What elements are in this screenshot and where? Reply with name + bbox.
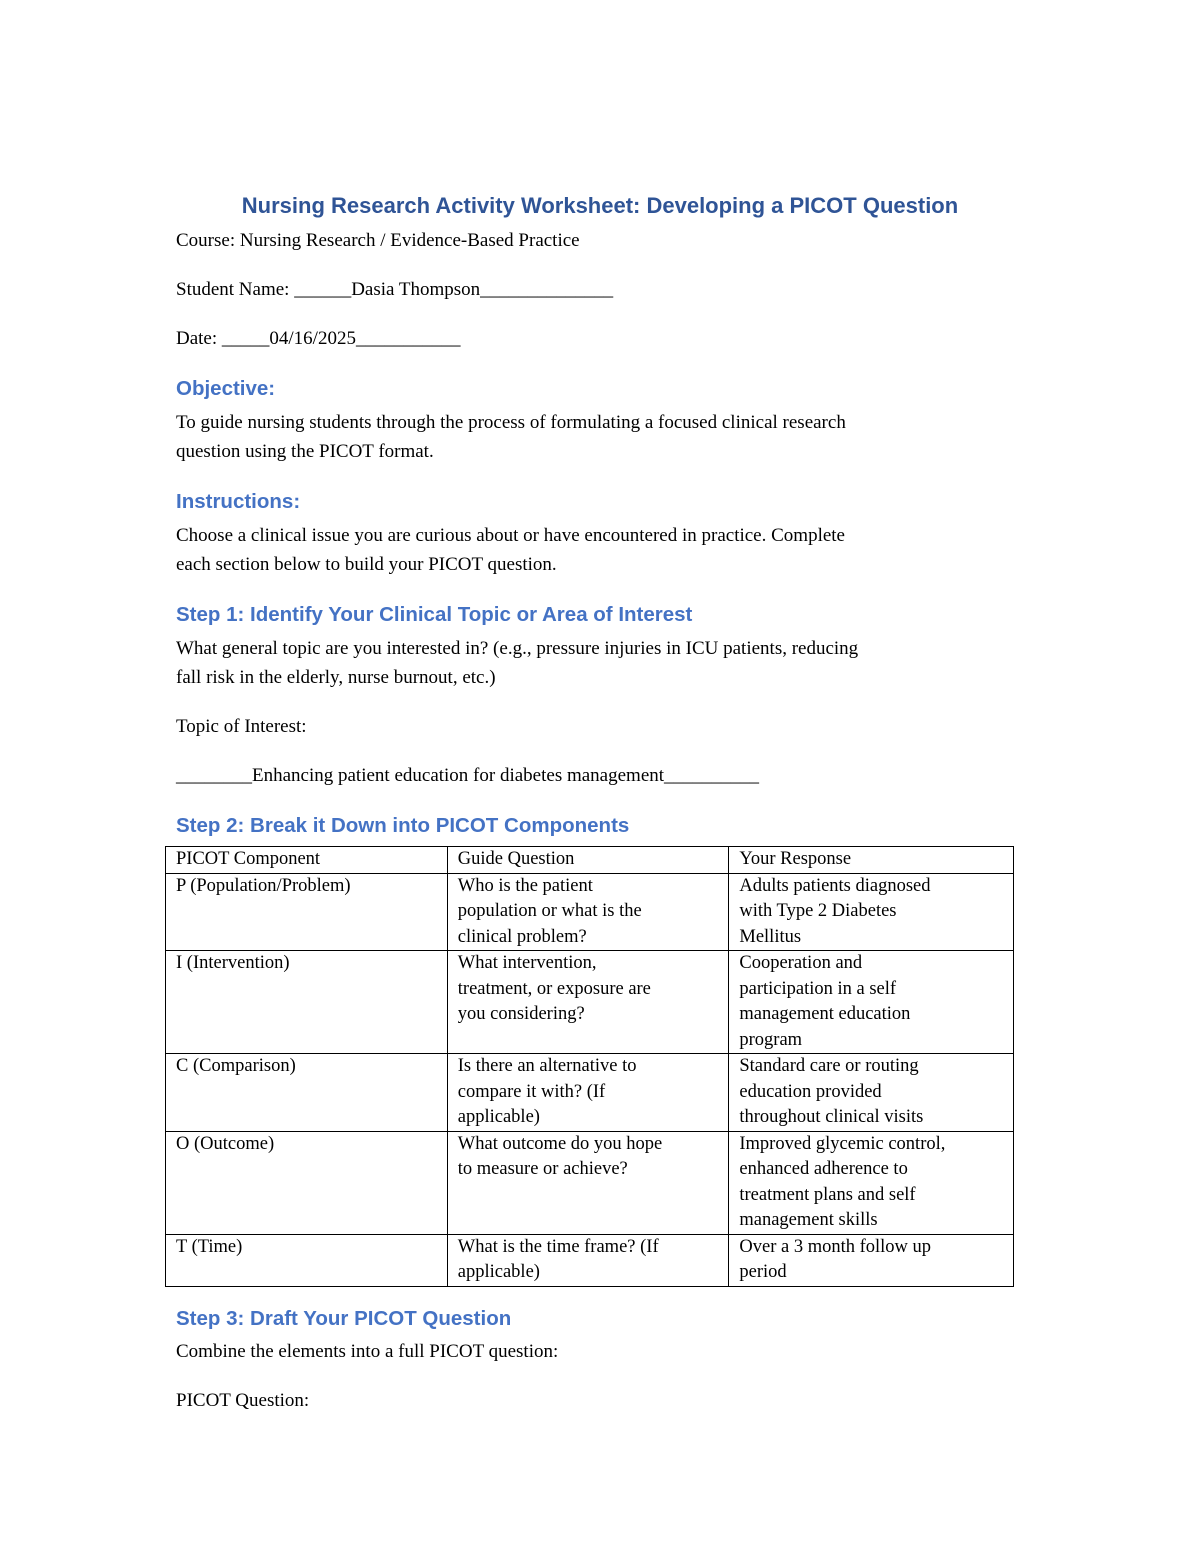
page-title: Nursing Research Activity Worksheet: Developing a PICOT Question [241, 193, 959, 218]
objective-line-2: question using the PICOT format. [176, 441, 434, 462]
table-row [166, 1054, 1014, 1132]
cell-line: compare it with? (If [457, 1081, 606, 1102]
cell-line: period [739, 1262, 787, 1282]
component-cell: T (Time) [166, 1234, 448, 1286]
cell-line: applicable) [457, 1107, 540, 1127]
cell-line: throughout clinical visits [739, 1107, 924, 1127]
table-row [166, 1234, 1014, 1286]
instructions-heading: Instructions: [176, 490, 301, 513]
cell-line: treatment plans and self [739, 1184, 916, 1205]
guide-question-cell [447, 1054, 729, 1132]
guide-question-cell [447, 873, 729, 951]
component-cell: O (Outcome) [166, 1131, 448, 1234]
cell-line: clinical problem? [457, 926, 587, 947]
cell-line: Who is the patient [457, 875, 593, 896]
cell-line: Standard care or routing [739, 1056, 919, 1076]
cell-line: management education [739, 1004, 911, 1024]
cell-line: Improved glycemic control, [739, 1133, 946, 1154]
course-line: Course: Nursing Research / Evidence-Based Practice [176, 230, 580, 251]
cell-line: applicable) [457, 1262, 540, 1282]
topic-label: Topic of Interest: [176, 716, 307, 737]
cell-line: with Type 2 Diabetes [739, 901, 897, 921]
cell-line: Is there an alternative to [457, 1056, 637, 1076]
response-cell [729, 1234, 1014, 1286]
cell-line: treatment, or exposure are [457, 978, 651, 999]
objective-heading: Objective: [176, 377, 276, 400]
cell-line: you considering? [457, 1004, 585, 1024]
cell-line: program [739, 1029, 803, 1050]
response-cell [729, 951, 1014, 1054]
guide-question-cell [447, 1234, 729, 1286]
picot-table [165, 846, 1014, 1287]
picot-question-label: PICOT Question: [176, 1390, 310, 1411]
cell-line: Mellitus [739, 926, 802, 947]
header-guide-question: Guide Question [447, 847, 729, 874]
cell-line: Over a 3 month follow up [739, 1236, 932, 1257]
component-cell: P (Population/Problem) [166, 873, 448, 951]
cell-line: participation in a self [739, 978, 897, 999]
header-your-response: Your Response [729, 847, 1014, 874]
cell-line: education provided [739, 1081, 882, 1102]
objective-line-1: To guide nursing students through the process of formulating a focused clinical research [176, 412, 846, 433]
header-component: PICOT Component [166, 847, 448, 874]
instructions-line-2: each section below to build your PICOT question. [176, 554, 557, 575]
cell-line: management skills [739, 1210, 878, 1230]
guide-question-cell [447, 951, 729, 1054]
cell-line: What intervention, [457, 953, 597, 973]
guide-question-cell [447, 1131, 729, 1234]
cell-line: population or what is the [457, 901, 642, 921]
step1-line-2: fall risk in the elderly, nurse burnout, etc.) [176, 667, 496, 688]
step1-heading: Step 1: Identify Your Clinical Topic or Area of Interest [176, 603, 693, 626]
table-row [166, 951, 1014, 1054]
student-name-line: Student Name: ______Dasia Thompson______________ [176, 279, 614, 300]
step3-heading: Step 3: Draft Your PICOT Question [176, 1307, 512, 1330]
topic-value: ________Enhancing patient education for diabetes management__________ [176, 765, 760, 786]
response-cell [729, 1131, 1014, 1234]
cell-line: Adults patients diagnosed [739, 875, 931, 896]
cell-line: to measure or achieve? [457, 1159, 628, 1179]
date-line: Date: _____04/16/2025___________ [176, 328, 461, 349]
step3-instruction: Combine the elements into a full PICOT question: [176, 1341, 559, 1362]
table-header-row [166, 847, 1014, 874]
table-row [166, 873, 1014, 951]
component-cell: I (Intervention) [166, 951, 448, 1054]
cell-line: What is the time frame? (If [457, 1236, 659, 1257]
cell-line: What outcome do you hope [457, 1133, 663, 1154]
cell-line: enhanced adherence to [739, 1159, 908, 1179]
step1-line-1: What general topic are you interested in? (e.g., pressure injuries in ICU patients, reducing [176, 638, 859, 659]
table-row [166, 1131, 1014, 1234]
step2-heading: Step 2: Break it Down into PICOT Components [176, 814, 630, 837]
response-cell [729, 1054, 1014, 1132]
response-cell [729, 873, 1014, 951]
instructions-line-1: Choose a clinical issue you are curious about or have encountered in practice. Complete [176, 525, 845, 546]
component-cell: C (Comparison) [166, 1054, 448, 1132]
cell-line: Cooperation and [739, 953, 863, 973]
